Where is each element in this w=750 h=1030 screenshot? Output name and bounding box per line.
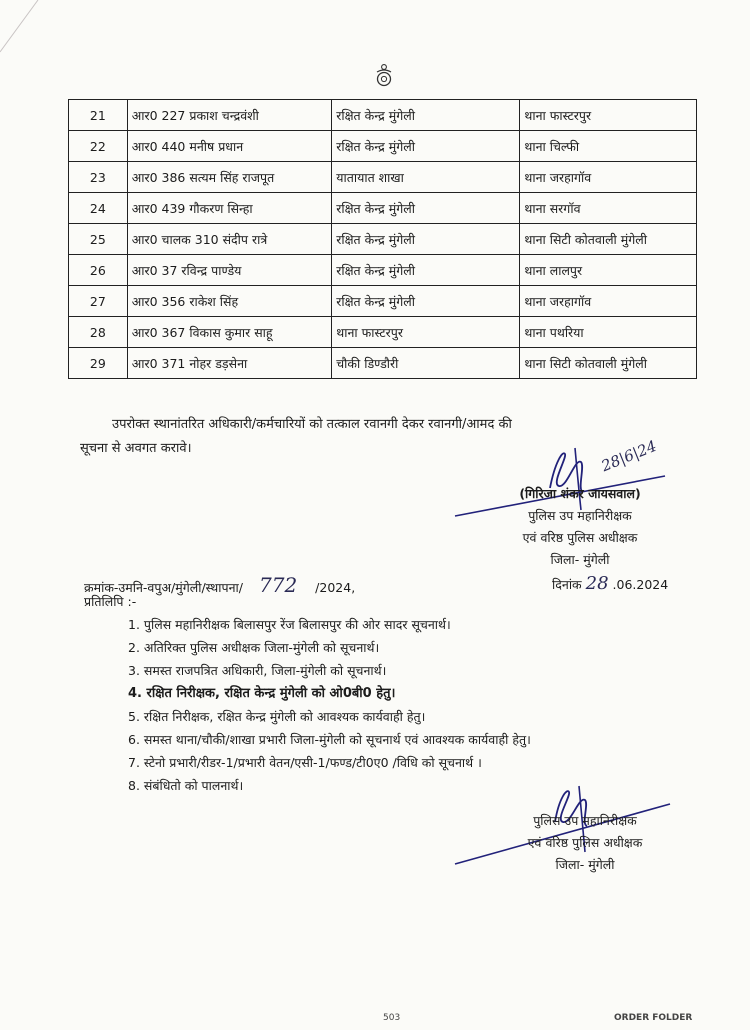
copy-item: 4. रक्षित निरीक्षक, रक्षित केन्द्र मुंगेली को ओ0बी0 हेतु। (128, 686, 396, 701)
table-row (69, 100, 697, 131)
instruction-line-1: उपरोक्त स्थानांतरित अधिकारी/कर्मचारियों को तत्काल रवानगी देकर रवानगी/आमद की (112, 417, 512, 432)
employee-name: आर0 371 नोहर डड़सेना (127, 348, 332, 379)
signatory-title-2: एवं वरिष्ठ पुलिस अधीक्षक (522, 530, 638, 545)
signatory-name: (गिरिजा शंकर जायसवाल) (519, 486, 641, 501)
from-posting: रक्षित केन्द्र मुंगेली (332, 193, 520, 224)
row-number: 24 (69, 193, 128, 224)
row-number: 21 (69, 100, 128, 131)
to-posting: थाना जरहागॉव (520, 286, 697, 317)
from-posting: रक्षित केन्द्र मुंगेली (332, 286, 520, 317)
row-number: 23 (69, 162, 128, 193)
copy-label: प्रतिलिपि :- (84, 594, 137, 609)
employee-name: आर0 चालक 310 संदीप रात्रे (127, 224, 332, 255)
from-posting: रक्षित केन्द्र मुंगेली (332, 100, 520, 131)
table-row (69, 255, 697, 286)
employee-name: आर0 439 गौकरण सिन्हा (127, 193, 332, 224)
copy-item: 1. पुलिस महानिरीक्षक बिलासपुर रेंज बिलासपुर की ओर सादर सूचनार्थ। (128, 617, 451, 632)
transfer-table (68, 99, 697, 379)
scan-edge-line (0, 0, 60, 60)
to-posting: थाना सिटी कोतवाली मुंगेली (520, 224, 697, 255)
to-posting: थाना सिटी कोतवाली मुंगेली (520, 348, 697, 379)
folder-label: ORDER FOLDER (614, 1013, 693, 1023)
table-row (69, 286, 697, 317)
order-prefix: क्रमांक-उमनि-वपुअ/मुंगेली/स्थापना/ (84, 580, 244, 595)
row-number: 27 (69, 286, 128, 317)
signatory-title-1: पुलिस उप महानिरीक्षक (533, 813, 637, 828)
employee-name: आर0 367 विकास कुमार साहू (127, 317, 332, 348)
signatory-title-2: एवं वरिष्ठ पुलिस अधीक्षक (527, 835, 643, 850)
copy-item: 8. संबंधितो को पालनार्थ। (128, 778, 244, 793)
page-number: 503 (383, 1013, 401, 1023)
from-posting: थाना फास्टरपुर (332, 317, 520, 348)
copy-item: 5. रक्षित निरीक्षक, रक्षित केन्द्र मुंगेली को आवश्यक कार्यवाही हेतु। (128, 709, 426, 724)
signatory-title-1: पुलिस उप महानिरीक्षक (528, 508, 632, 523)
to-posting: थाना जरहागॉव (520, 162, 697, 193)
signatory-title-3: जिला- मुंगेली (550, 552, 610, 567)
order-year: /2024, (315, 580, 356, 595)
order-date-day: 28 (585, 573, 609, 594)
copy-item: 7. स्टेनो प्रभारी/रीडर-1/प्रभारी वेतन/एसी-1/फण्ड/टी0ए0 /विधि को सूचनार्थ । (128, 755, 482, 770)
to-posting: थाना चिल्फी (520, 131, 697, 162)
copy-item: 6. समस्त थाना/चौकी/शाखा प्रभारी जिला-मुंगेली को सूचनार्थ एवं आवश्यक कार्यवाही हेतु। (128, 732, 531, 747)
from-posting: रक्षित केन्द्र मुंगेली (332, 131, 520, 162)
signature-block-2 (500, 810, 670, 876)
signature-block-1 (500, 483, 660, 571)
from-posting: चौकी डिण्डौरी (332, 348, 520, 379)
row-number: 26 (69, 255, 128, 286)
row-number: 22 (69, 131, 128, 162)
copy-list (128, 613, 531, 797)
order-date-rest: .06.2024 (612, 577, 669, 592)
employee-name: आर0 227 प्रकाश चन्द्रवंशी (127, 100, 332, 131)
row-number: 29 (69, 348, 128, 379)
instruction-line-2: सूचना से अवगत करावे। (80, 441, 192, 456)
table-row (69, 162, 697, 193)
employee-name: आर0 37 रविन्द्र पाण्डेय (127, 255, 332, 286)
order-number: 772 (259, 573, 298, 597)
table-row (69, 348, 697, 379)
employee-name: आर0 356 राकेश सिंह (127, 286, 332, 317)
row-number: 28 (69, 317, 128, 348)
from-posting: यातायात शाखा (332, 162, 520, 193)
order-date (552, 573, 668, 594)
from-posting: रक्षित केन्द्र मुंगेली (332, 255, 520, 286)
row-number: 25 (69, 224, 128, 255)
to-posting: थाना पथरिया (520, 317, 697, 348)
employee-name: आर0 386 सत्यम सिंह राजपूत (127, 162, 332, 193)
employee-name: आर0 440 मनीष प्रधान (127, 131, 332, 162)
from-posting: रक्षित केन्द्र मुंगेली (332, 224, 520, 255)
police-emblem-icon (373, 62, 395, 88)
copy-item: 2. अतिरिक्त पुलिस अधीक्षक जिला-मुंगेली को सूचनार्थ। (128, 640, 380, 655)
to-posting: थाना सरगॉव (520, 193, 697, 224)
copy-item: 3. समस्त राजपत्रित अधिकारी, जिला-मुंगेली को सूचनार्थ। (128, 663, 387, 678)
signatory-title-3: जिला- मुंगेली (555, 857, 615, 872)
signature-date: 28|6|24 (598, 436, 660, 476)
table-row (69, 224, 697, 255)
table-row (69, 131, 697, 162)
order-date-label: दिनांक (552, 577, 582, 592)
table-row (69, 317, 697, 348)
to-posting: थाना लालपुर (520, 255, 697, 286)
to-posting: थाना फास्टरपुर (520, 100, 697, 131)
table-row (69, 193, 697, 224)
